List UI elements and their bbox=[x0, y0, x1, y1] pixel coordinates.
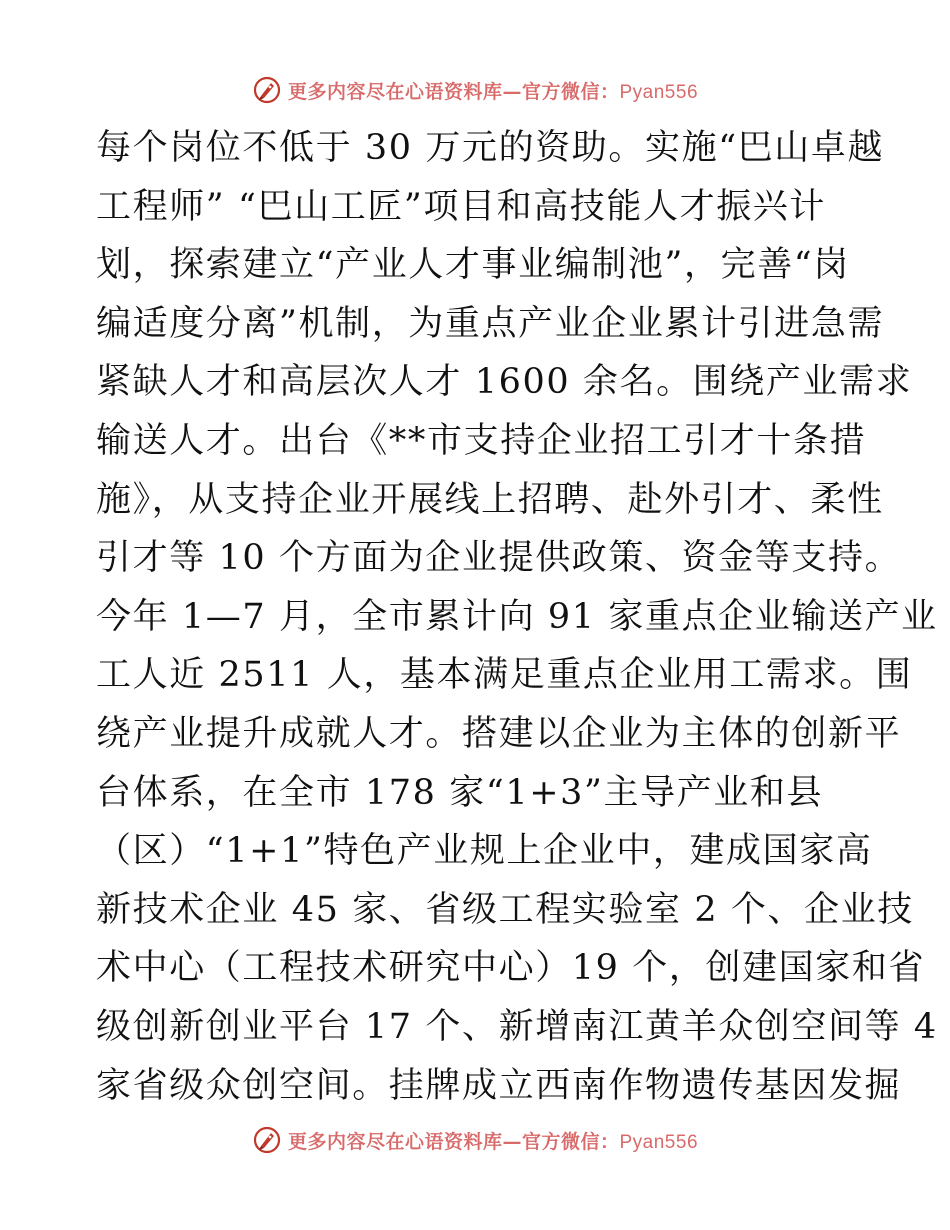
text-line: 新技术企业 45 家、省级工程实验室 2 个、企业技 bbox=[96, 889, 914, 930]
text-line: 绕产业提升成就人才。搭建以企业为主体的创新平 bbox=[96, 713, 902, 754]
text-line: （区）“1+1”特色产业规上企业中，建成国家高 bbox=[96, 831, 873, 872]
text-line: 划，探索建立“产业人才事业编制池”，完善“岗 bbox=[96, 245, 850, 286]
text-line: 编适度分离”机制，为重点产业企业累计引进急需 bbox=[96, 303, 885, 344]
text-line: 施》，从支持企业开展线上招聘、赴外引才、柔性 bbox=[96, 479, 884, 520]
text-line: 今年 1—7 月，全市累计向 91 家重点企业输送产业 bbox=[96, 596, 938, 637]
text-line: 级创新创业平台 17 个、新增南江黄羊众创空间等 4 bbox=[96, 1006, 938, 1047]
text-line: 台体系，在全市 178 家“1+3”主导产业和县 bbox=[96, 772, 824, 813]
pen-nib-logo-icon bbox=[252, 75, 282, 105]
text-line: 紧缺人才和高层次人才 1600 余名。围绕产业需求 bbox=[96, 362, 913, 403]
header-watermark bbox=[0, 72, 950, 108]
text-line: 家省级众创空间。挂牌成立西南作物遗传基因发掘 bbox=[96, 1065, 902, 1106]
watermark-text: 更多内容尽在心语资料库—官方微信：Pyan556 bbox=[287, 1130, 699, 1153]
text-line: 工人近 2511 人，基本满足重点企业用工需求。围 bbox=[96, 655, 913, 696]
text-line: 引才等 10 个方面为企业提供政策、资金等支持。 bbox=[96, 538, 902, 579]
text-line: 术中心（工程技术研究中心）19 个，创建国家和省 bbox=[96, 948, 926, 989]
text-line: 输送人才。出台《**市支持企业招工引才十条措 bbox=[96, 420, 867, 461]
footer-watermark bbox=[0, 1122, 950, 1158]
watermark-text: 更多内容尽在心语资料库—官方微信：Pyan556 bbox=[287, 80, 699, 103]
body-text bbox=[96, 119, 938, 1115]
text-line: 工程师” “巴山工匠”项目和高技能人才振兴计 bbox=[96, 186, 827, 227]
text-line: 每个岗位不低于 30 万元的资助。实施“巴山卓越 bbox=[96, 128, 885, 168]
pen-nib-logo-icon bbox=[252, 1125, 282, 1155]
